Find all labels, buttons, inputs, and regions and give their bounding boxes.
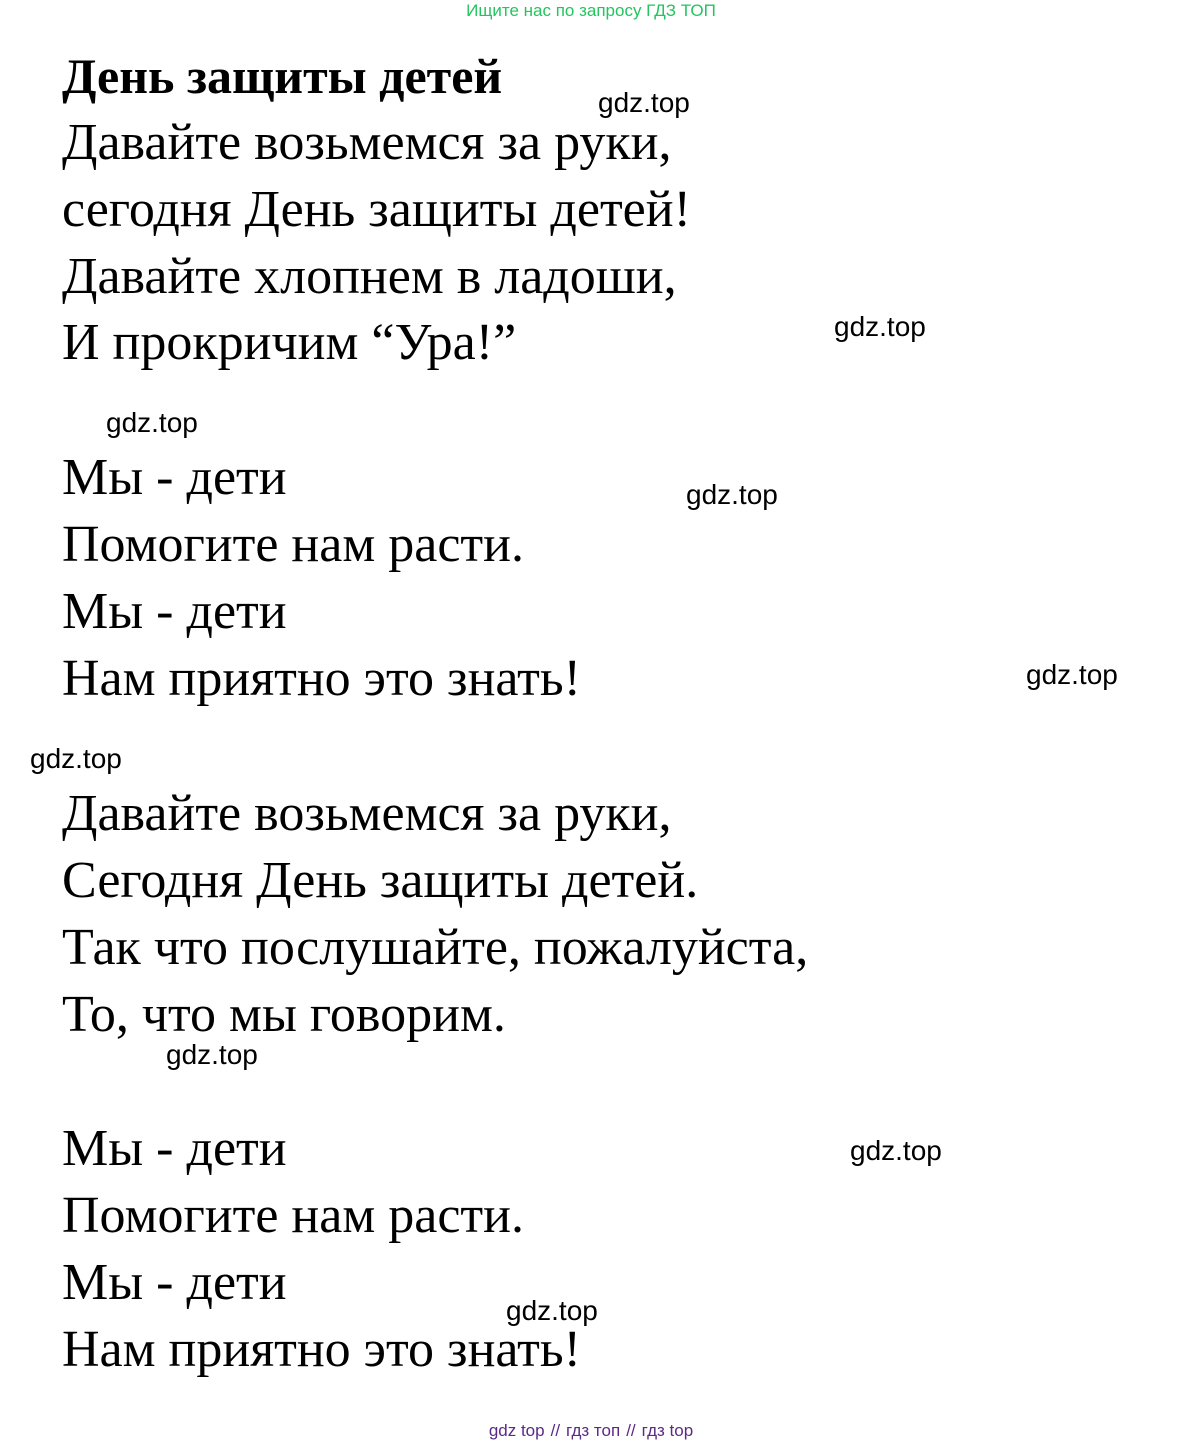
watermark: gdz.top [686, 479, 778, 510]
verse-line: Помогите нам расти. [62, 516, 524, 573]
poem-title: День защиты детей [62, 48, 503, 104]
watermark: gdz.top [30, 743, 122, 774]
verse-line: Мы - дети [62, 583, 287, 640]
watermark: gdz.top [506, 1295, 598, 1326]
verse-line: Давайте возьмемся за руки, [62, 785, 672, 842]
footer-link[interactable]: гдз топ [566, 1421, 621, 1440]
verse-line: То, что мы говорим. [62, 986, 506, 1043]
watermark: gdz.top [598, 87, 690, 118]
footer-separator: // [550, 1421, 561, 1440]
watermark: gdz.top [1026, 659, 1118, 690]
verse-line: Мы - дети [62, 1254, 287, 1311]
verse-line: сегодня День защиты детей! [62, 181, 691, 238]
watermark: gdz.top [834, 311, 926, 342]
watermark: gdz.top [166, 1039, 258, 1070]
verse-line: Мы - дети [62, 1120, 287, 1177]
verse-line: Так что послушайте, пожалуйста, [62, 919, 809, 976]
verse-line: И прокричим “Ура!” [62, 314, 517, 371]
verse-line: Нам приятно это знать! [62, 1321, 581, 1378]
verse-line: Мы - дети [62, 449, 287, 506]
top-banner: Ищите нас по запросу ГДЗ ТОП [466, 1, 716, 20]
verse-line: Давайте возьмемся за руки, [62, 114, 672, 171]
verse-line: Помогите нам расти. [62, 1187, 524, 1244]
footer-link[interactable]: gdz top [488, 1421, 545, 1440]
watermark: gdz.top [850, 1135, 942, 1166]
footer-separator: // [626, 1421, 636, 1440]
verse-line: Сегодня День защиты детей. [62, 852, 699, 909]
footer-link[interactable]: гдз top [641, 1421, 694, 1440]
verse-line: Давайте хлопнем в ладоши, [62, 248, 677, 305]
footer [0, 1421, 1182, 1441]
watermark: gdz.top [106, 407, 198, 438]
verse-line: Нам приятно это знать! [62, 650, 581, 707]
